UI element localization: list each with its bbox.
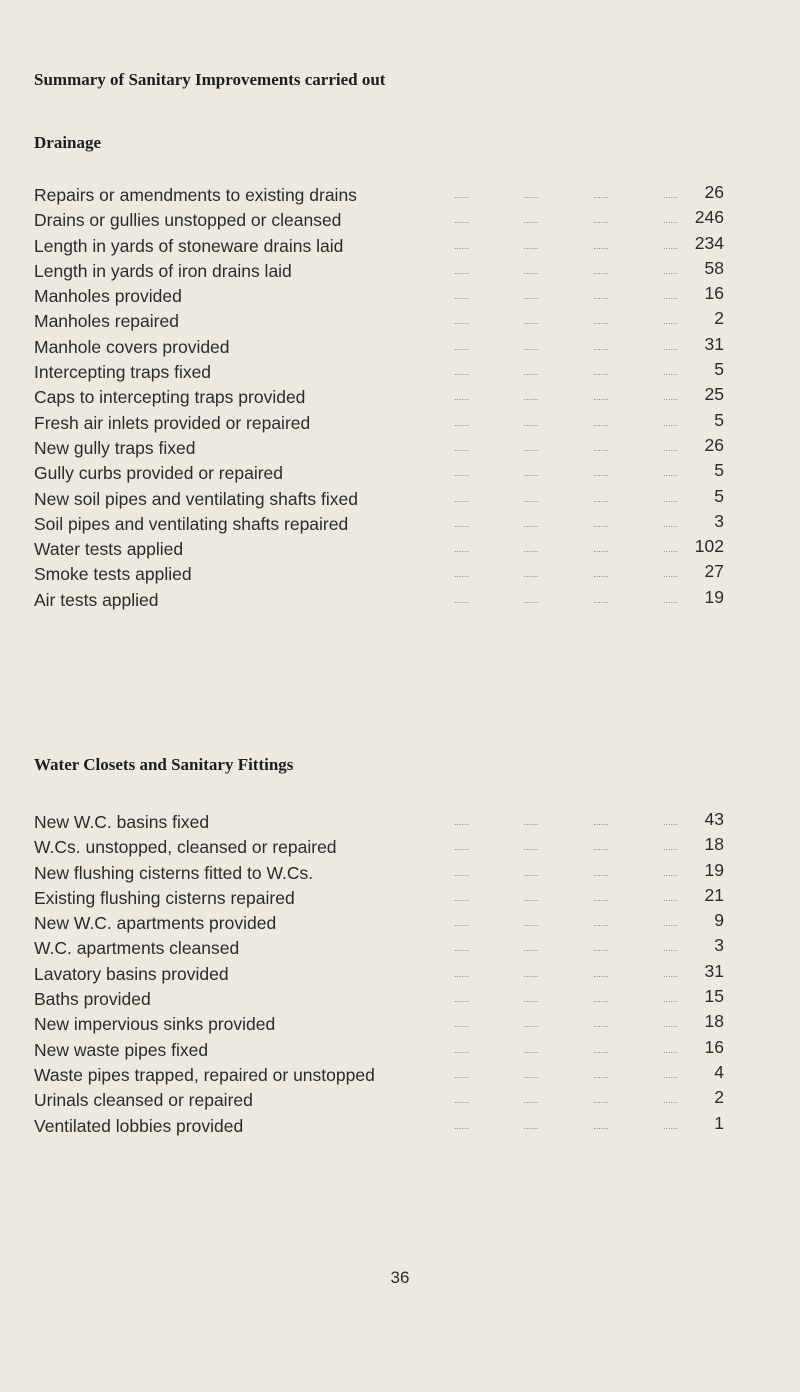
dot-leader: ...... ...... ...... ...... [454, 918, 678, 929]
table-row [34, 562, 724, 587]
dot-leader: ...... ...... ...... ...... [454, 594, 678, 605]
row-label: New soil pipes and ventilating shafts fixed [34, 488, 358, 509]
table-row [34, 411, 724, 436]
row-label: New W.C. basins fixed [34, 812, 210, 832]
row-value: 16 [704, 283, 724, 304]
water-closets-table [34, 810, 724, 1139]
section-heading-drainage: Drainage [34, 133, 102, 152]
dot-leader: ...... ...... ...... ...... [454, 468, 678, 479]
row-value: 21 [704, 884, 724, 905]
row-value: 1 [714, 1112, 724, 1133]
row-label: Lavatory basins provided [34, 963, 229, 984]
row-label: Baths provided [34, 989, 151, 1010]
dot-leader: ...... ...... ...... ...... [454, 544, 678, 555]
table-row [34, 810, 724, 835]
row-label: New W.C. apartments provided [34, 913, 277, 934]
row-value: 19 [704, 586, 724, 607]
table-row [34, 1038, 724, 1063]
dot-leader: ...... ...... ...... ...... [454, 867, 678, 878]
table-row [34, 284, 724, 309]
dot-leader: ...... ...... ...... ...... [454, 1044, 678, 1055]
row-value: 27 [704, 561, 724, 582]
row-label: Intercepting traps fixed [34, 362, 212, 383]
row-label: New flushing cisterns fitted to W.Cs. [34, 862, 314, 883]
table-row [34, 461, 724, 486]
row-label: New gully traps fixed [34, 437, 196, 458]
row-value: 4 [714, 1061, 724, 1082]
row-label: Repairs or amendments to existing drains [34, 185, 357, 205]
section-heading-water-closets: Water Closets and Sanitary Fittings [34, 755, 294, 774]
dot-leader: ...... ...... ...... ...... [454, 341, 678, 352]
table-row [34, 512, 724, 537]
table-row [34, 309, 724, 334]
dot-leader: ...... ...... ...... ...... [454, 215, 678, 226]
row-label: Smoke tests applied [34, 564, 192, 585]
dot-leader: ...... ...... ...... ...... [454, 892, 678, 903]
table-row [34, 360, 724, 385]
row-value: 2 [714, 1087, 724, 1108]
table-row [34, 537, 724, 562]
dot-leader: ...... ...... ...... ...... [454, 817, 678, 827]
row-label: Gully curbs provided or repaired [34, 463, 284, 484]
dot-leader: ...... ...... ...... ...... [454, 1019, 678, 1030]
row-value: 18 [704, 1011, 724, 1032]
page-title: Summary of Sanitary Improvements carried out [34, 70, 386, 89]
table-row [34, 183, 724, 208]
row-label: Waste pipes trapped, repaired or unstopped [34, 1064, 375, 1085]
dot-leader: ...... ...... ...... ...... [454, 316, 678, 327]
dot-leader: ...... ...... ...... ...... [454, 842, 678, 853]
page-number: 36 [390, 1268, 410, 1287]
row-value: 5 [714, 485, 724, 506]
table-row [34, 487, 724, 512]
table-row [34, 1114, 724, 1139]
row-value: 9 [714, 910, 724, 931]
row-label: W.C. apartments cleansed [34, 938, 240, 959]
dot-leader: ...... ...... ...... ...... [454, 1095, 678, 1106]
row-value: 5 [714, 359, 724, 380]
drainage-table [34, 183, 724, 613]
row-label: Manholes provided [34, 286, 182, 307]
table-row [34, 835, 724, 860]
row-label: Water tests applied [34, 539, 184, 560]
dot-leader: ...... ...... ...... ...... [454, 569, 678, 580]
dot-leader: ...... ...... ...... ...... [454, 1120, 678, 1131]
row-label: Fresh air inlets provided or repaired [34, 412, 311, 433]
row-label: W.Cs. unstopped, cleansed or repaired [34, 837, 337, 858]
table-row [34, 911, 724, 936]
row-value: 26 [704, 434, 724, 455]
dot-leader: ...... ...... ...... ...... [454, 943, 678, 954]
row-label: Length in yards of iron drains laid [34, 260, 292, 281]
dot-leader: ...... ...... ...... ...... [454, 968, 678, 979]
row-value: 5 [714, 409, 724, 430]
row-value: 3 [714, 510, 724, 531]
table-row [34, 208, 724, 233]
row-label: Ventilated lobbies provided [34, 1115, 244, 1136]
row-value: 16 [704, 1036, 724, 1057]
table-row [34, 962, 724, 987]
dot-leader: ...... ...... ...... ...... [454, 493, 678, 504]
row-label: Air tests applied [34, 589, 159, 610]
table-row [34, 987, 724, 1012]
row-label: Length in yards of stoneware drains laid [34, 235, 344, 256]
dot-leader: ...... ...... ...... ...... [454, 518, 678, 529]
row-value: 246 [694, 207, 724, 228]
dot-leader: ...... ...... ...... ...... [454, 240, 678, 251]
table-row [34, 588, 724, 613]
row-value: 5 [714, 460, 724, 481]
table-row [34, 936, 724, 961]
row-label: New waste pipes fixed [34, 1039, 209, 1060]
dot-leader: ...... ...... ...... ...... [454, 417, 678, 428]
row-value: 58 [704, 257, 724, 278]
row-value: 18 [704, 834, 724, 855]
row-label: Manhole covers provided [34, 336, 230, 357]
dot-leader: ...... ...... ...... ...... [454, 265, 678, 276]
row-label: Soil pipes and ventilating shafts repaired [34, 513, 349, 534]
dot-leader: ...... ...... ...... ...... [454, 392, 678, 403]
row-value: 31 [704, 960, 724, 981]
table-row [34, 886, 724, 911]
dot-leader: ...... ...... ...... ...... [454, 994, 678, 1005]
table-row [34, 385, 724, 410]
row-value: 31 [704, 333, 724, 354]
row-value: 2 [714, 308, 724, 329]
table-row [34, 1088, 724, 1113]
row-label: Manholes repaired [34, 311, 179, 332]
dot-leader: ...... ...... ...... ...... [454, 1069, 678, 1080]
row-value: 43 [704, 809, 724, 829]
table-row [34, 1063, 724, 1088]
row-label: New impervious sinks provided [34, 1014, 276, 1035]
dot-leader: ...... ...... ...... ...... [454, 442, 678, 453]
row-label: Drains or gullies unstopped or cleansed [34, 210, 342, 231]
table-row [34, 861, 724, 886]
row-value: 3 [714, 935, 724, 956]
table-row [34, 234, 724, 259]
dot-leader: ...... ...... ...... ...... [454, 190, 678, 200]
row-value: 19 [704, 859, 724, 880]
table-row [34, 335, 724, 360]
row-label: Urinals cleansed or repaired [34, 1090, 253, 1111]
row-label: Caps to intercepting traps provided [34, 387, 306, 408]
table-row [34, 259, 724, 284]
dot-leader: ...... ...... ...... ...... [454, 291, 678, 302]
row-value: 25 [704, 384, 724, 405]
table-row [34, 436, 724, 461]
table-row [34, 1012, 724, 1037]
row-label: Existing flushing cisterns repaired [34, 887, 295, 908]
dot-leader: ...... ...... ...... ...... [454, 367, 678, 378]
row-value: 102 [694, 536, 724, 557]
row-value: 15 [704, 986, 724, 1007]
row-value: 234 [694, 232, 724, 253]
row-value: 26 [704, 182, 724, 202]
